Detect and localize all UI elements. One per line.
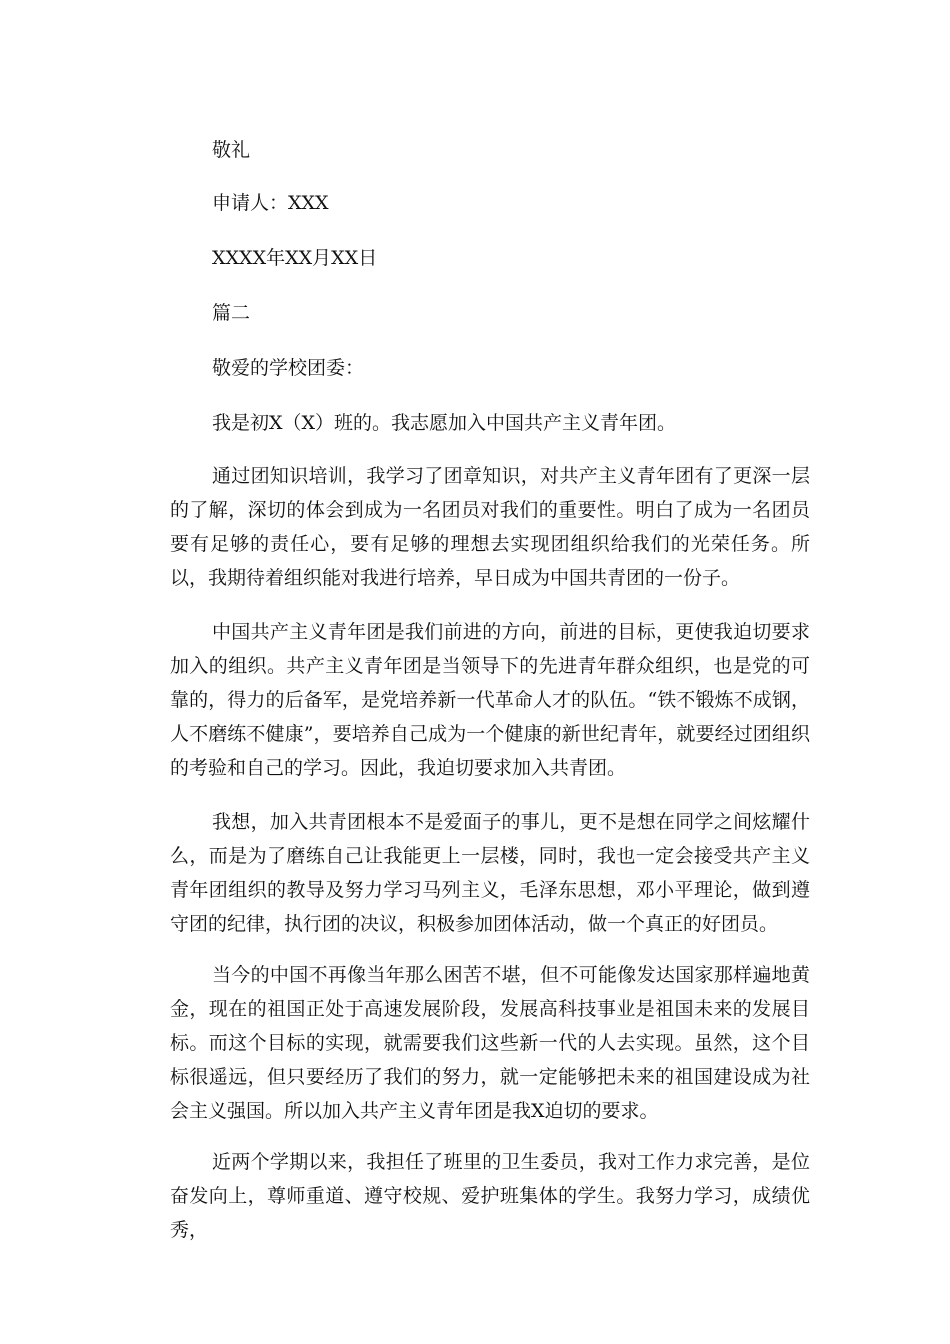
paragraph-1: 通过团知识培训，我学习了团章知识，对共产主义青年团有了更深一层的了解，深切的体会到成为一名团员对我们的重要性。明白了成为一名团员要有足够的责任心，要有足够的理想去实现团组织给我们的光荣任务。所以，我期待着组织能对我进行培养，早日成为中国共青团的一份子。: [170, 465, 810, 589]
section-heading: 篇二: [212, 302, 251, 324]
intro-line: 我是初X（X）班的。我志愿加入中国共产主义青年团。: [212, 412, 677, 434]
paragraph-3: 我想，加入共青团根本不是爱面子的事儿，更不是想在同学之间炫耀什么，而是为了磨练自己让我能更上一层楼，同时，我也一定会接受共产主义青年团组织的教导及努力学习马列主义，毛泽东思想，邓小平理论，做到遵守团的纪律，执行团的决议，积极参加团体活动，做一个真正的好团员。: [170, 811, 810, 935]
date-line: XXXX年XX月XX日: [212, 247, 378, 269]
salutation-line: 敬爱的学校团委：: [212, 357, 365, 379]
paragraph-4: 当今的中国不再像当年那么困苦不堪，但不可能像发达国家那样遍地黄金，现在的祖国正处于高速发展阶段，发展高科技事业是祖国未来的发展目标。而这个目标的实现，就需要我们这些新一代的人去实现。虽然，这个目标很遥远，但只要经历了我们的努力，就一定能够把未来的祖国建设成为社会主义强国。所以加入共产主义青年团是我X迫切的要求。: [170, 964, 810, 1122]
closing-line: 敬礼: [212, 139, 251, 161]
paragraph-5: 近两个学期以来，我担任了班里的卫生委员，我对工作力求完善，是位奋发向上，尊师重道、遵守校规、爱护班集体的学生。我努力学习，成绩优秀，: [170, 1151, 810, 1241]
applicant-line: 申请人：XXX: [212, 192, 329, 214]
paragraph-2: 中国共产主义青年团是我们前进的方向，前进的目标，更使我迫切要求加入的组织。共产主义青年团是当领导下的先进青年群众组织，也是党的可靠的，得力的后备军，是党培养新一代革命人才的队伍。“铁不锻炼不成钢，人不磨练不健康”，要培养自己成为一个健康的新世纪青年，就要经过团组织的考验和自己的学习。因此，我迫切要求加入共青团。: [170, 621, 810, 779]
